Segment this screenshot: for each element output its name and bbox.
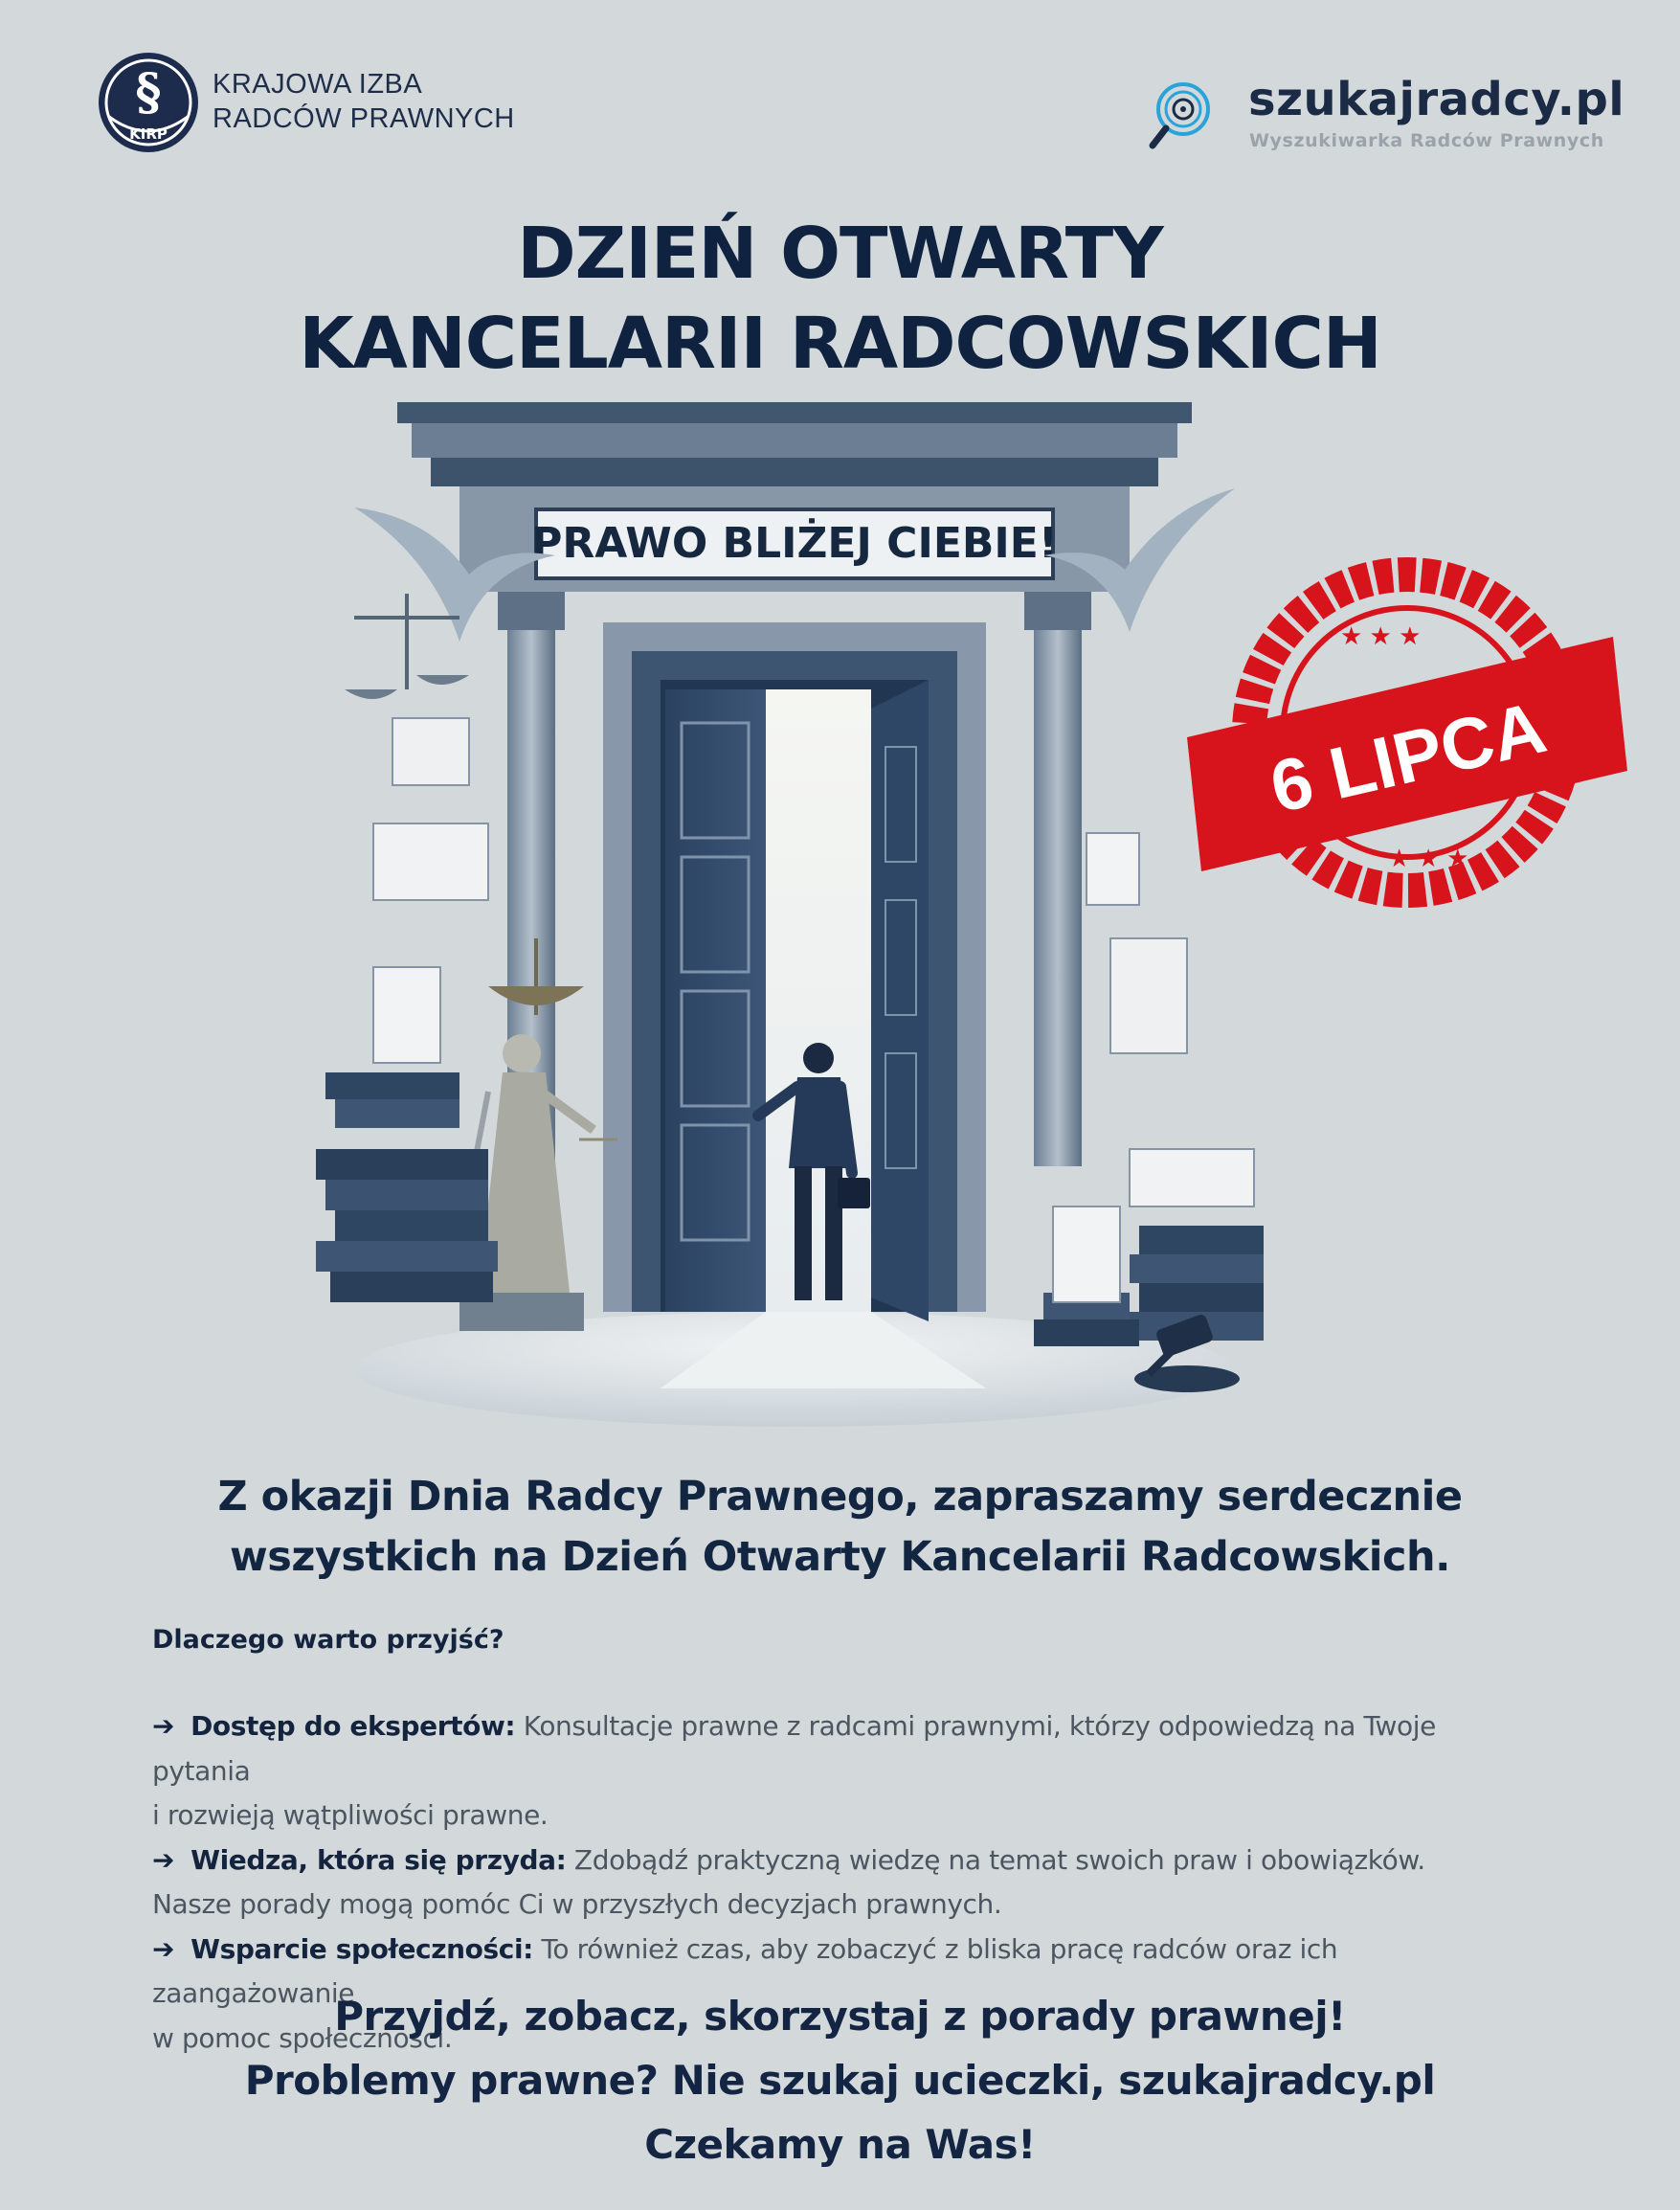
closing-line3: Czekamy na Was! — [644, 2121, 1036, 2168]
arrow-icon: ➔ — [152, 1932, 175, 1965]
site-name: szukajradcy.pl — [1248, 73, 1625, 126]
page-title — [0, 209, 1680, 389]
site-tagline: Wyszukiwarka Radców Prawnych — [1249, 130, 1604, 151]
closing-text — [0, 1984, 1680, 2176]
stamp-date: 6 LIPCA — [1263, 687, 1554, 829]
doorway-illustration — [316, 402, 1273, 1427]
date-stamp — [1168, 531, 1627, 934]
svg-text:★ ★ ★: ★ ★ ★ — [1388, 844, 1469, 872]
benefit-text-cont: i rozwieją wątpliwości prawne. — [152, 1799, 549, 1831]
svg-text:§: § — [135, 63, 162, 122]
kirp-name — [213, 67, 515, 136]
title-line2: KANCELARII RADCOWSKICH — [299, 303, 1381, 385]
benefit-text: To również czas, aby zobaczyć z bliska pracę radców oraz ich zaangażowanie — [152, 1932, 1338, 2009]
svg-text:KIRP: KIRP — [129, 125, 168, 143]
svg-text:★ ★ ★: ★ ★ ★ — [1340, 621, 1422, 650]
benefit-title: Wsparcie społeczności: — [190, 1932, 533, 1965]
kirp-name-line1: KRAJOWA IZBA — [213, 69, 423, 100]
intro-line2: wszystkich na Dzień Otwarty Kancelarii Radcowskich. — [230, 1533, 1450, 1581]
benefit-text: Konsultacje prawne z radcami prawnymi, którzy odpowiedzą na Twoje pytania — [152, 1710, 1436, 1787]
benefit-item — [152, 1704, 1540, 1793]
intro-line1: Z okazji Dnia Radcy Prawnego, zapraszamy serdecznie — [217, 1473, 1463, 1521]
benefit-title: Dostęp do ekspertów: — [190, 1710, 516, 1742]
header — [0, 0, 1680, 182]
arrow-icon: ➔ — [152, 1843, 175, 1876]
benefit-title: Wiedza, która się przyda: — [190, 1843, 567, 1876]
lintel-sign: PRAWO BLIŻEJ CIEBIE! — [531, 519, 1058, 568]
benefit-text: Zdobądź praktyczną wiedzę na temat swoich praw i obowiązków. — [573, 1843, 1425, 1876]
kirp-name-line2: RADCÓW PRAWNYCH — [213, 103, 515, 134]
benefit-item — [152, 1838, 1540, 1883]
arrow-icon: ➔ — [152, 1710, 175, 1742]
benefit-text-cont: w pomoc społeczności. — [152, 2021, 453, 2054]
closing-line1: Przyjdź, zobacz, skorzystaj z porady prawnej! — [334, 1993, 1346, 2040]
kirp-emblem-icon — [96, 50, 201, 155]
magnifier-icon — [1147, 79, 1212, 151]
closing-line2: Problemy prawne? Nie szukaj ucieczki, szukajradcy.pl — [244, 2057, 1436, 2104]
title-line1: DZIEŃ OTWARTY — [517, 213, 1163, 295]
intro-text — [0, 1467, 1680, 1588]
benefit-text-cont: Nasze porady mogą pomóc Ci w przyszłych decyzjach prawnych. — [152, 1888, 1002, 1920]
books-left — [316, 718, 498, 1302]
why-heading: Dlaczego warto przyjść? — [152, 1625, 504, 1655]
